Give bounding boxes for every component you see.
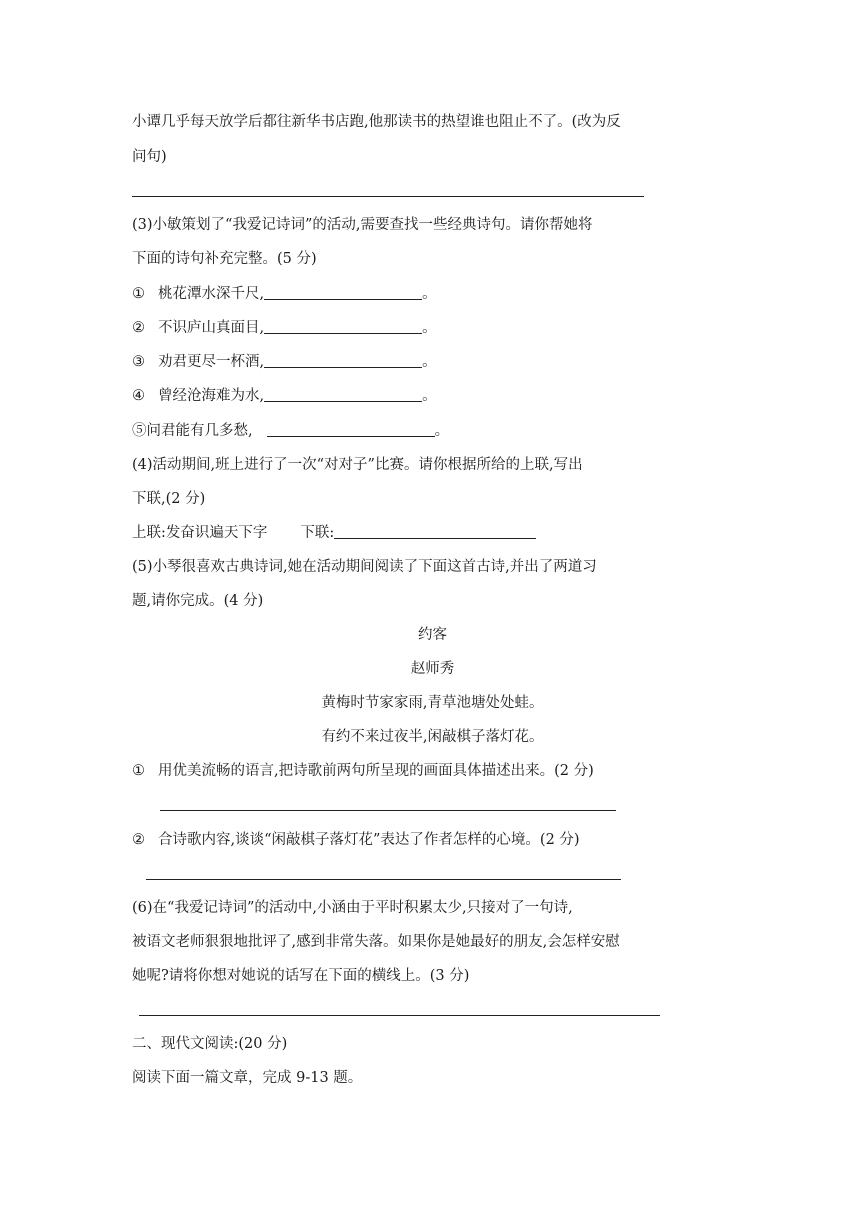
answer-blank[interactable] <box>264 318 422 334</box>
q3-item-3: ③ 劝君更尽一杯酒, 。 <box>132 354 437 370</box>
answer-blank[interactable] <box>267 421 435 437</box>
lower-couplet-label: 下联: <box>300 525 335 541</box>
q5-sub1-text: 用优美流畅的语言,把诗歌前两句所呈现的画面具体描述出来。(2 分) <box>158 763 594 779</box>
q3-item-5: ⑤问君能有几多愁, 。 <box>132 423 450 439</box>
item-number: ② <box>132 320 145 336</box>
q6-line3: 她呢?请将你想对她说的话写在下面的横线上。(3 分) <box>132 968 470 984</box>
answer-blank[interactable] <box>264 386 422 402</box>
answer-line-q5-sub1[interactable] <box>160 810 616 811</box>
poem-author: 赵师秀 <box>410 661 455 677</box>
q6-line1: (6)在“我爱记诗词”的活动中,小涵由于平时积累太少,只接对了一句诗, <box>132 900 573 916</box>
item-number: ④ <box>132 388 145 404</box>
poem-line-2: 有约不来过夜半,闲敲棋子落灯花。 <box>321 729 544 745</box>
item-number: ⑤ <box>132 423 147 439</box>
poem-line-1: 黄梅时节家家雨,青草池塘处处蛙。 <box>321 695 544 711</box>
poem-line-prompt: 桃花潭水深千尺, <box>158 286 265 302</box>
q5-sub2-text: 合诗歌内容,谈谈“闲敲棋子落灯花”表达了作者怎样的心境。(2 分) <box>158 832 580 848</box>
q4-stem-line2: 下联,(2 分) <box>132 491 206 507</box>
item-number: ① <box>132 763 145 779</box>
q5-sub2 <box>132 830 580 850</box>
answer-line-q6[interactable] <box>139 1015 660 1016</box>
poem-title: 约客 <box>418 627 447 643</box>
q4-stem-line1: (4)活动期间,班上进行了一次“对对子”比赛。请你根据所给的上联,写出 <box>132 457 583 473</box>
poem-line-prompt: 曾经沧海难为水, <box>158 388 265 404</box>
q3-item-1: ① 桃花潭水深千尺, 。 <box>132 286 437 302</box>
q3-item-2: ② 不识庐山真面目, 。 <box>132 320 437 336</box>
lower-couplet-blank[interactable] <box>334 523 536 539</box>
item-number: ③ <box>132 354 145 370</box>
q2-sentence-line1: 小谭几乎每天放学后都往新华书店跑,他那读书的热望谁也阻止不了。(改为反 <box>132 114 621 130</box>
section-2-instruction: 阅读下面一篇文章，完成 9-13 题。 <box>132 1070 363 1086</box>
q4-couplet <box>132 523 536 543</box>
item-number: ② <box>132 832 145 848</box>
upper-couplet: 上联:发奋识遍天下字 <box>132 525 268 541</box>
q3-stem-line2: 下面的诗句补充完整。(5 分) <box>132 251 317 267</box>
poem-line-prompt: 劝君更尽一杯酒, <box>158 354 265 370</box>
q5-sub1 <box>132 761 594 781</box>
q3-stem-line1: (3)小敏策划了“我爱记诗词”的活动,需要查找一些经典诗句。请你帮她将 <box>132 217 593 233</box>
q2-sentence-line2: 问句) <box>132 149 167 165</box>
item-number: ① <box>132 286 145 302</box>
q6-line2: 被语文老师狠狠地批评了,感到非常失落。如果你是她最好的朋友,会怎样安慰 <box>132 934 620 950</box>
answer-blank[interactable] <box>264 352 422 368</box>
answer-blank[interactable] <box>264 284 422 300</box>
section-2-heading: 二、现代文阅读:(20 分) <box>132 1036 288 1052</box>
answer-line-q2[interactable] <box>132 196 644 197</box>
q5-stem-line1: (5)小琴很喜欢古典诗词,她在活动期间阅读了下面这首古诗,并出了两道习 <box>132 559 597 575</box>
q5-stem-line2: 题,请你完成。(4 分) <box>132 593 264 609</box>
poem-line-prompt: 问君能有几多愁, <box>146 423 253 439</box>
q3-item-4: ④ 曾经沧海难为水, 。 <box>132 388 437 404</box>
answer-line-q5-sub2[interactable] <box>146 879 621 880</box>
poem-line-prompt: 不识庐山真面目, <box>158 320 265 336</box>
